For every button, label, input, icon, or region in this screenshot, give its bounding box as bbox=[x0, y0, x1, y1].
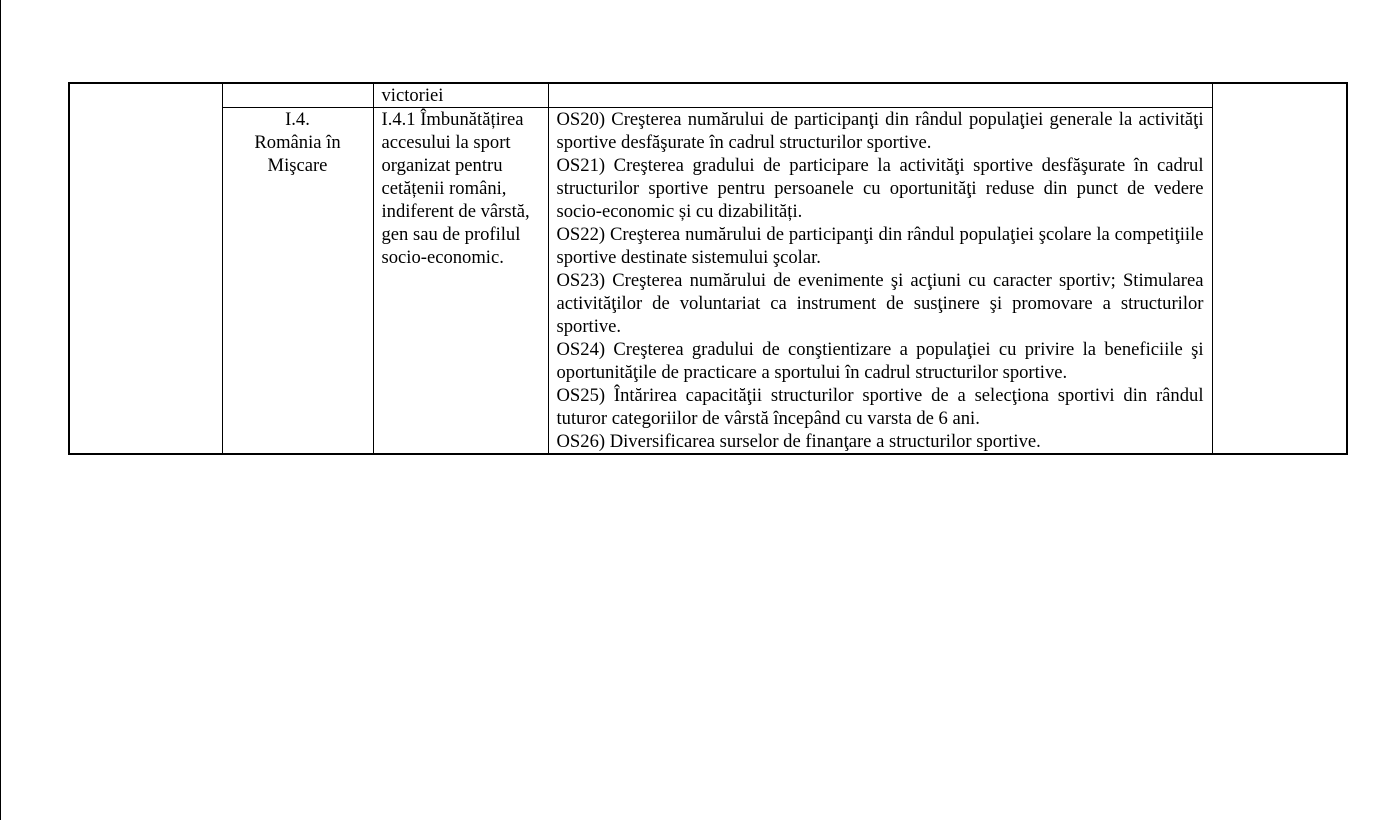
objective-os21: OS21) Creşterea gradului de participare la activităţi sportive desfăşurate în cadrul structurilor sportive pentru persoanele cu oportunităţi reduse din punct de vedere socio-economic și cu dizabilități. bbox=[556, 155, 1204, 222]
objective-os25: OS25) Întărirea capacităţii structurilor sportive de a selecţiona sportivi din rândul tuturor categoriilor de vârstă începând cu varsta de 6 ani. bbox=[556, 385, 1204, 429]
measure-text: I.4.1 Îmbunătățirea accesului la sport organizat pentru cetățenii români, indiferent de vârstă, gen sau de profilul socio-economic. bbox=[381, 109, 530, 268]
table-cell-empty bbox=[222, 83, 373, 108]
table-cell-empty-right bbox=[1212, 83, 1347, 454]
table-cell-empty-left bbox=[69, 83, 222, 454]
domain-cell bbox=[222, 108, 373, 455]
objectives-cell bbox=[548, 108, 1212, 455]
objective-os20: OS20) Creşterea numărului de participanţi din rândul populaţiei generale la activităţi sportive desfăşurate în cadrul structurilor sportive. bbox=[556, 109, 1204, 153]
objective-os23: OS23) Creşterea numărului de evenimente şi acţiuni cu caracter sportiv; Stimularea activităţilor de voluntariat ca instrument de susţinere şi promovare a structurilor sportive. bbox=[556, 270, 1204, 337]
objectives-cell-empty bbox=[548, 83, 1212, 108]
domain-title-line-2: Mişcare bbox=[267, 155, 328, 176]
strategy-table bbox=[68, 82, 1348, 455]
objective-os22: OS22) Creşterea numărului de participanţi din rândul populaţiei şcolare la competiţiile sportive destinate sistemului şcolar. bbox=[556, 224, 1204, 268]
table-row bbox=[69, 108, 1347, 455]
domain-title-line-1: România în bbox=[254, 132, 341, 153]
measure-cell bbox=[373, 108, 548, 455]
domain-code: I.4. bbox=[285, 109, 310, 130]
table-row bbox=[69, 83, 1347, 108]
objective-os24: OS24) Creşterea gradului de conştientizare a populaţiei cu privire la beneficiile şi oportunităţile de practicare a sportului în cadrul structurilor sportive. bbox=[556, 339, 1204, 383]
measure-cell-continued: victoriei bbox=[373, 83, 548, 108]
objective-os26: OS26) Diversificarea surselor de finanţare a structurilor sportive. bbox=[556, 431, 1041, 452]
